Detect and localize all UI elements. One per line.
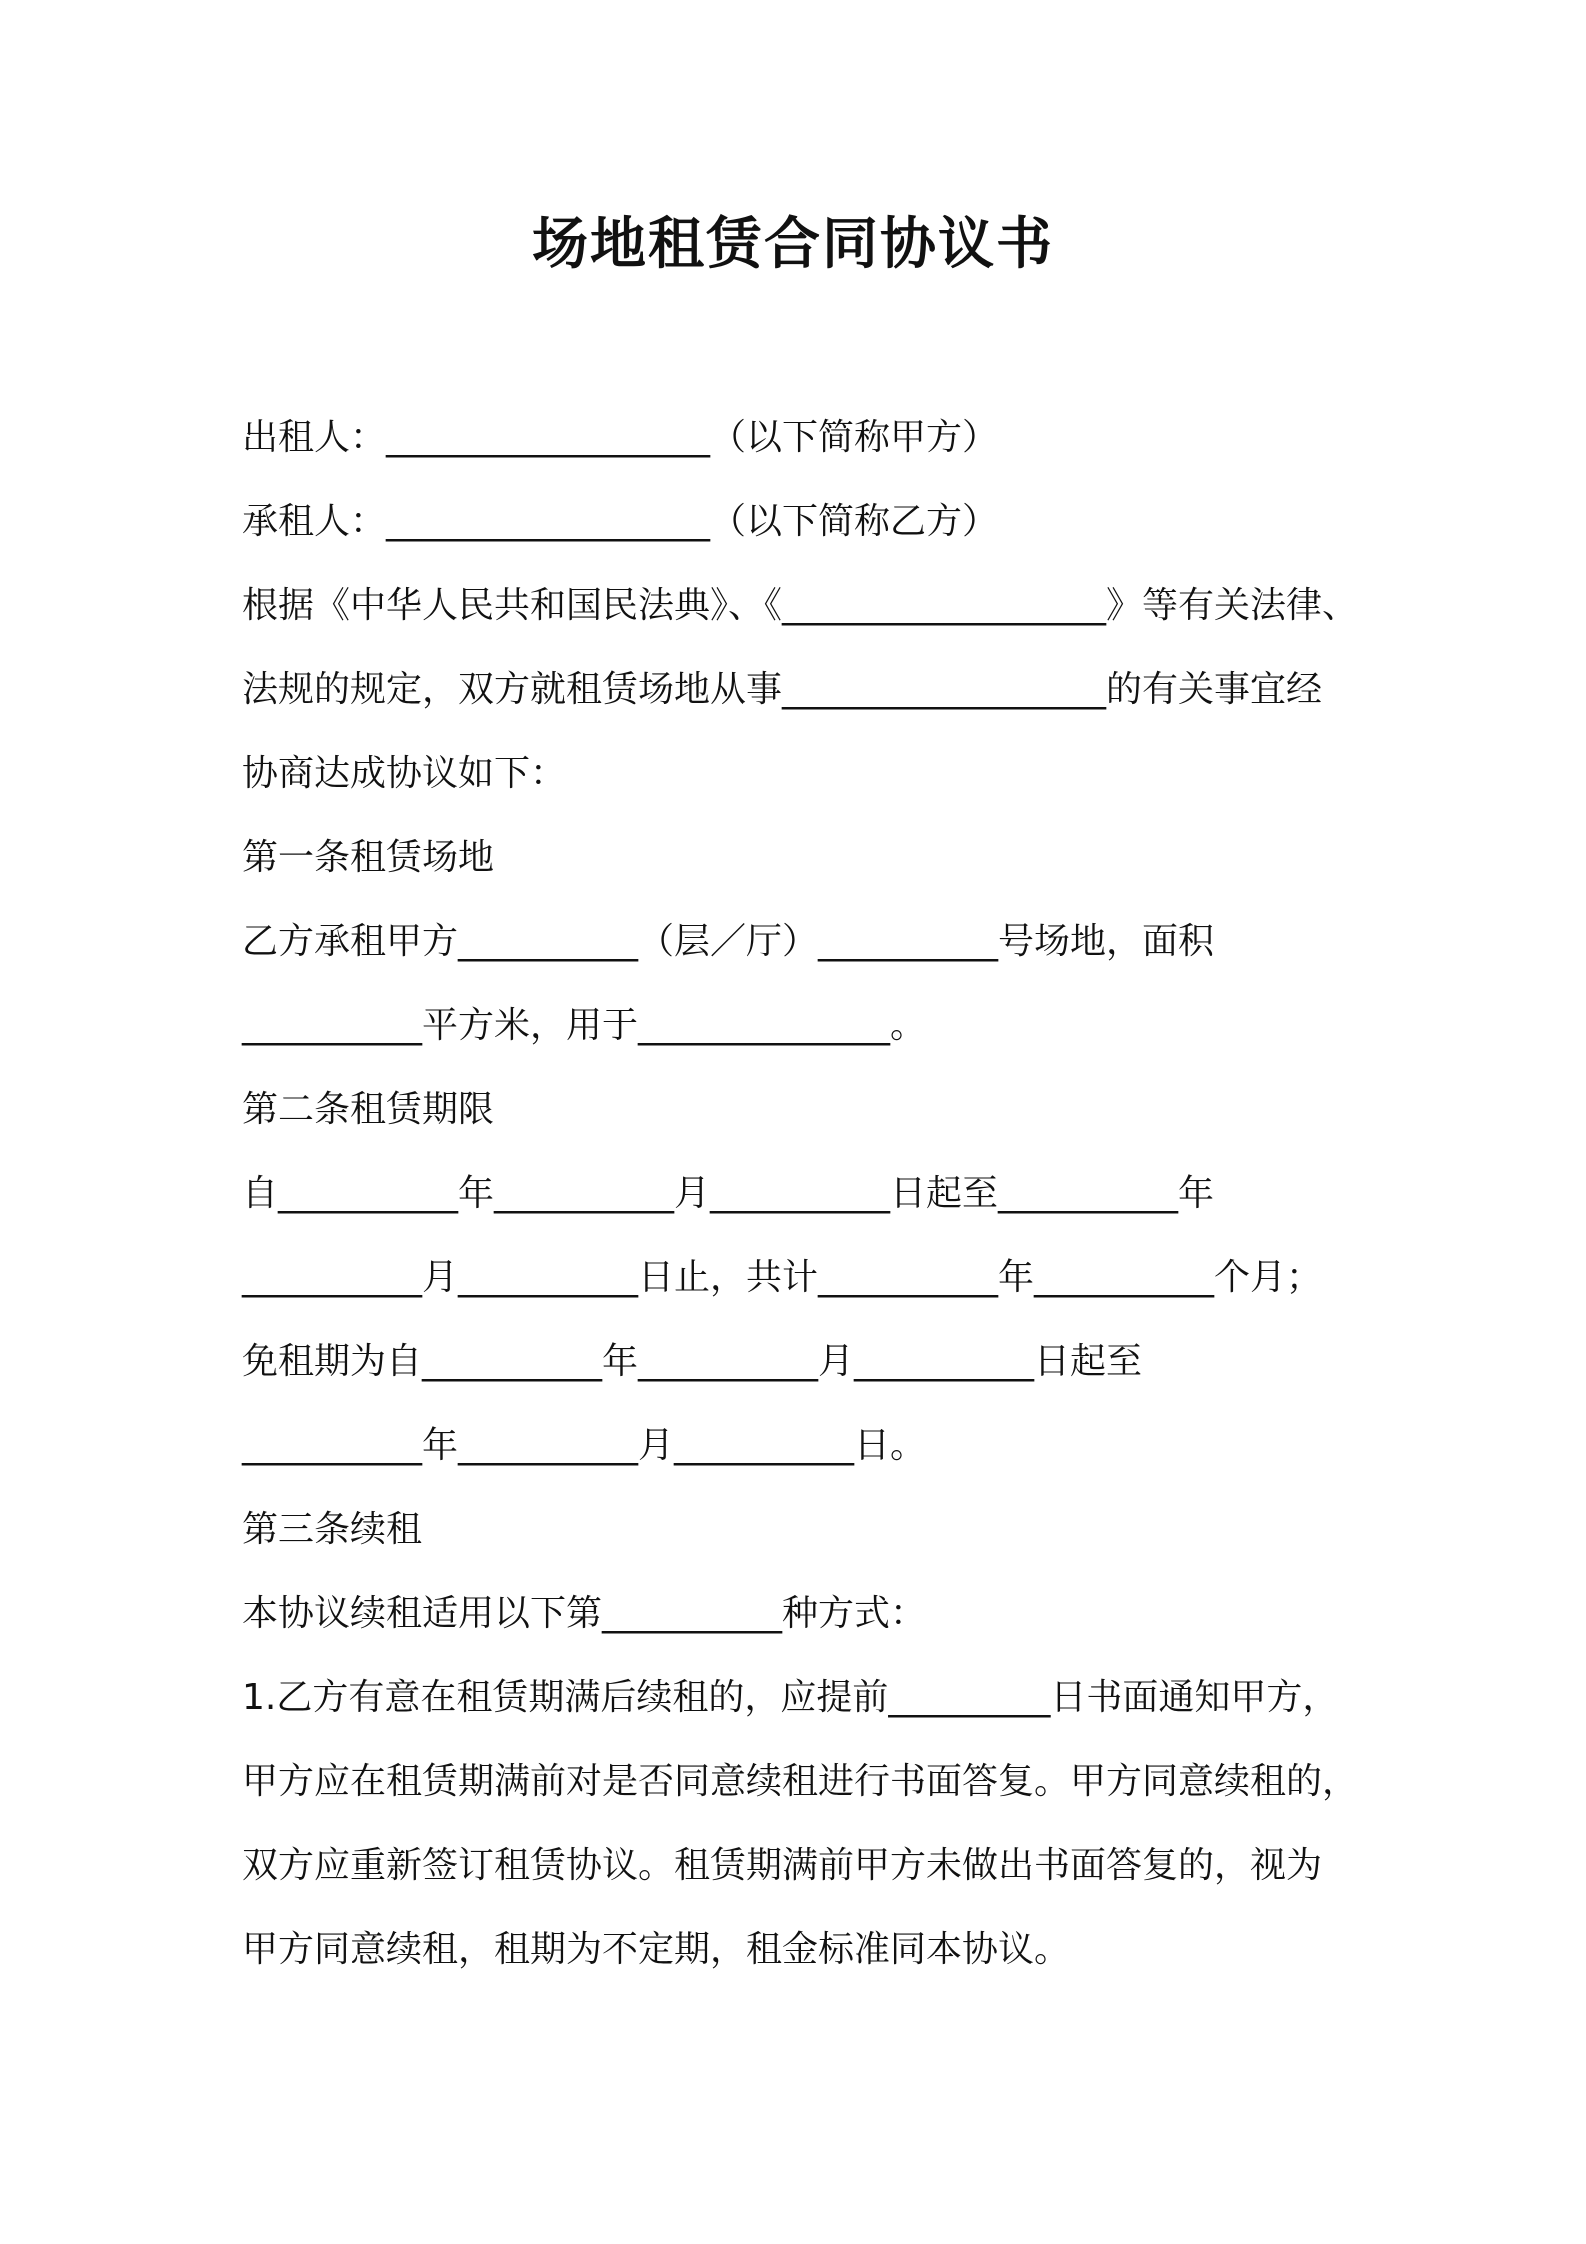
article-2-line-3: 免租期为自__________年__________月__________日起至 (242, 1341, 1143, 1382)
article-3-heading: 第三条续租 (242, 1509, 423, 1550)
article-2-line-2: __________月__________日止，共计__________年__________个月； (242, 1257, 1323, 1298)
preamble-line-1: 根据《中华人民共和国民法典》、《__________________》等有关法律、 (242, 585, 1359, 626)
article-3-line-3: 甲方应在租赁期满前对是否同意续租进行书面答复。甲方同意续租的， (242, 1761, 1359, 1802)
article-1-heading: 第一条租赁场地 (242, 837, 495, 878)
article-1-line-2: __________平方米，用于______________。 (242, 1005, 927, 1046)
article-3-line-2: 1.乙方有意在租赁期满后续租的，应提前_________日书面通知甲方， (242, 1677, 1339, 1718)
article-3-line-4: 双方应重新签订租赁协议。租赁期满前甲方未做出书面答复的，视为 (242, 1845, 1323, 1886)
article-1-line-1: 乙方承租甲方__________（层／厅）__________号场地，面积 (242, 921, 1215, 962)
article-2-heading: 第二条租赁期限 (242, 1089, 495, 1130)
lessor-line: 出租人：__________________（以下简称甲方） (242, 417, 999, 458)
article-3-line-5: 甲方同意续租，租期为不定期，租金标准同本协议。 (242, 1929, 1071, 1970)
article-2-line-1: 自__________年__________月__________日起至__________年 (242, 1173, 1215, 1214)
article-3-line-1: 本协议续租适用以下第__________种方式： (242, 1593, 927, 1634)
document-title: 场地租赁合同协议书 (532, 212, 1054, 277)
preamble-line-3: 协商达成协议如下： (242, 753, 567, 794)
article-2-line-4: __________年__________月__________日。 (242, 1425, 926, 1466)
lessee-line: 承租人：__________________（以下简称乙方） (242, 501, 999, 542)
preamble-line-2: 法规的规定，双方就租赁场地从事__________________的有关事宜经 (242, 669, 1323, 710)
